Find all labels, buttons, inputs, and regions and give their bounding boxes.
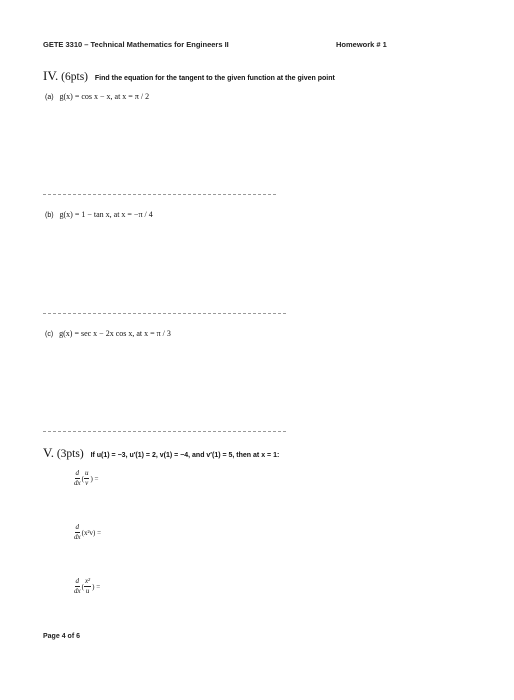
page-header (43, 40, 390, 49)
section-v-numeral: V. (43, 445, 54, 460)
derivative-quotient-x2-u: $\frac{d}{dx}$ ( $\frac{\text{x²}}{u}$ ) = (74, 577, 101, 595)
problem-c (45, 329, 171, 338)
derivative-product-x2-v: $\frac{d}{dx}$ (x²v) = (74, 523, 102, 541)
answer-line-b (43, 313, 286, 314)
answer-line-a (43, 194, 276, 195)
homework-number: Homework # 1 (336, 40, 387, 49)
problem-a (45, 92, 149, 101)
problem-a-label: (a) (45, 94, 54, 101)
section-iv-points: (6pts) (61, 71, 89, 83)
u-over-v-fraction: $\frac{u}{v}$ (84, 469, 89, 487)
derivative-quotient-u-v: $\frac{d}{dx}$ ( $\frac{u}{v}$ ) = (74, 469, 99, 487)
section-iv-instruction: Find the equation for the tangent to the given function at the given point (94, 75, 335, 82)
problem-c-expression: g(x) = sec x − 2x cos x, at x = π / 3 (59, 329, 171, 338)
problem-c-label: (c) (45, 331, 54, 338)
x2-over-u-fraction: $\frac{\text{x²}}{u}$ (84, 577, 91, 595)
d-dx-operator-1: $\frac{d}{dx}$ (74, 469, 81, 487)
d-dx-operator-3: $\frac{d}{dx}$ (74, 577, 81, 595)
section-v-instruction: If u(1) = −3, u′(1) = 2, v(1) = −4, and v′(1) = 5, then at x = 1: (90, 452, 280, 459)
d-dx-operator-2: $\frac{d}{dx}$ (74, 523, 81, 541)
page-number: Page 4 of 6 (43, 633, 81, 640)
problem-b-expression: g(x) = 1 − tan x, at x = −π / 4 (59, 210, 153, 219)
problem-b (45, 210, 153, 219)
problem-b-label: (b) (45, 212, 54, 219)
section-iv-title (43, 68, 335, 84)
answer-line-c (43, 431, 286, 432)
problem-a-expression: g(x) = cos x − x, at x = π / 2 (59, 92, 150, 101)
section-v-title (43, 445, 279, 461)
course-title: GETE 3310 – Technical Mathematics for Engineers II (43, 40, 229, 49)
section-iv-numeral: IV. (43, 68, 59, 83)
section-v-points: (3pts) (56, 448, 84, 460)
